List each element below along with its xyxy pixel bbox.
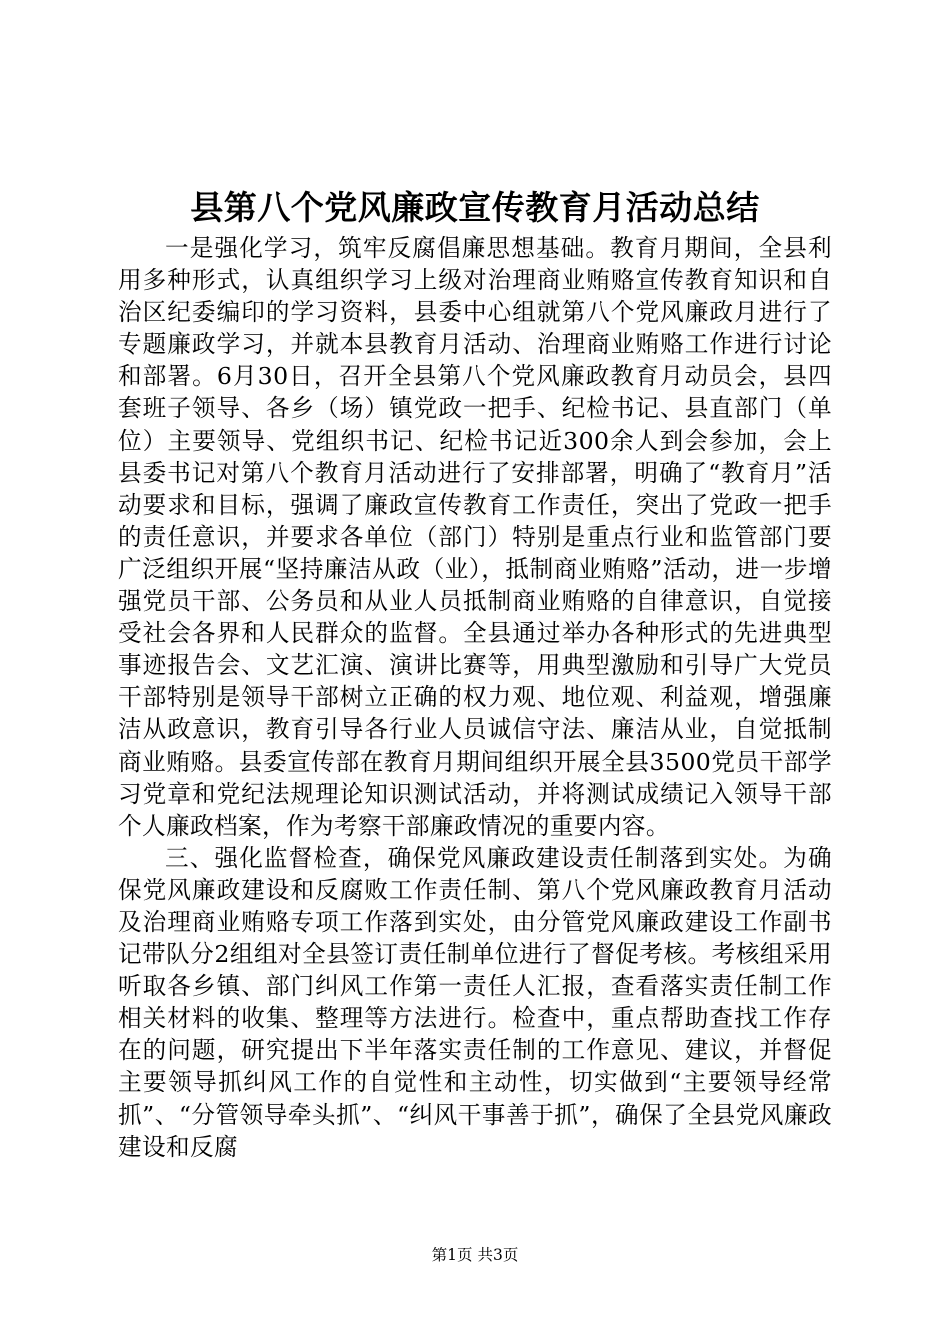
page-footer: 第1页 共3页 — [431, 1246, 519, 1264]
paragraph-1: 一是强化学习，筑牢反腐倡廉思想基础。教育月期间，全县利用多种形式，认真组织学习上级对治理商业贿赂宣传教育知识和自治区纪委编印的学习资料，县委中心组就第八个党风廉政月进行了专题廉政学习，并就本县教育月活动、治理商业贿赂工作进行讨论和部署。6月30日，召开全县第八个党风廉政教育月动员会，县四套班子领导、各乡（场）镇党政一把手、纪检书记、县直部门（单位）主要领导、党组织书记、纪检书记近300余人到会参加，会上县委书记对第八个教育月活动进行了安排部署，明确了“教育月”活动要求和目标，强调了廉政宣传教育工作责任，突出了党政一把手的责任意识，并要求各单位（部门）特别是重点行业和监管部门要广泛组织开展“坚持廉洁从政（业），抵制商业贿赂”活动，进一步增强党员干部、公务员和从业人员抵制商业贿赂的自律意识，自觉接受社会各界和人民群众的监督。全县通过举办各种形式的先进典型事迹报告会、文艺汇演、演讲比赛等，用典型激励和引导广大党员干部特别是领导干部树立正确的权力观、地位观、利益观，增强廉洁从政意识，教育引导各行业人员诚信守法、廉洁从业，自觉抵制商业贿赂。县委宣传部在教育月期间组织开展全县3500党员干部学习党章和党纪法规理论知识测试活动，并将测试成绩记入领导干部个人廉政档案，作为考察干部廉政情况的重要内容。 — [118, 234, 832, 840]
document-title: 县第八个党风廉政宣传教育月活动总结 — [190, 188, 760, 227]
document-body — [118, 232, 832, 1163]
paragraph-2: 三、强化监督检查，确保党风廉政建设责任制落到实处。为确保党风廉政建设和反腐败工作责任制、第八个党风廉政教育月活动及治理商业贿赂专项工作落到实处，由分管党风廉政建设工作副书记带队分2组组对全县签订责任制单位进行了督促考核。考核组采用听取各乡镇、部门纠风工作第一责任人汇报，查看落实责任制工作相关材料的收集、整理等方法进行。检查中，重点帮助查找工作存在的问题，研究提出下半年落实责任制的工作意见、建议，并督促主要领导抓纠风工作的自觉性和主动性，切实做到“主要领导经常抓”、“分管领导牵头抓”、“纠风干事善于抓”，确保了全县党风廉政建设和反腐 — [118, 843, 832, 1161]
